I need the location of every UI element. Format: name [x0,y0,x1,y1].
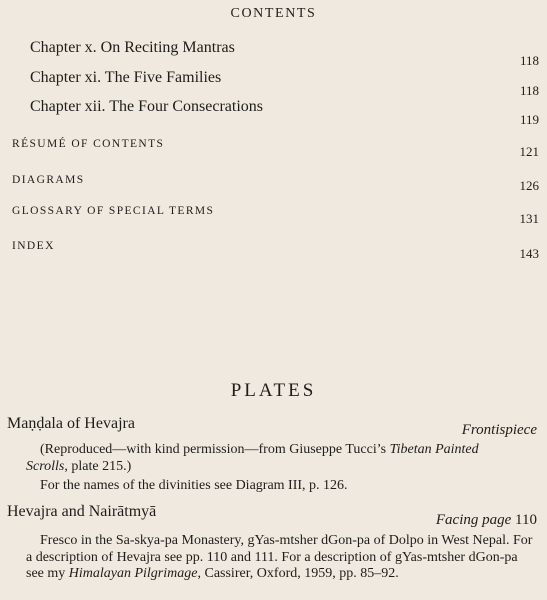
toc-page-number: 118 [519,83,539,98]
plate-placement-page: 110 [515,512,537,528]
plates-heading: PLATES [230,380,317,401]
contents-heading: CONTENTS [230,6,317,21]
plate-description-italic: Himalayan Pilgrimage [68,566,198,581]
toc-entry-diagrams: DIAGRAMS [12,174,85,186]
toc-entry-glossary: GLOSSARY OF SPECIAL TERMS [12,205,215,217]
plate-description-italic: Tibetan Painted [389,442,479,457]
toc-entry-chapter-xi: Chapter xi. The Five Families [30,69,222,86]
plate-title-hevajra-nairatmya: Hevajra and Nairātmyā [7,503,157,520]
plate-description-text: (Reproduced—with kind permission—from Giuseppe Tucci’s [40,442,390,457]
plate-title-mandala: Maṇḍala of Hevajra [7,415,135,432]
toc-page-number: 121 [519,144,539,159]
toc-page-number: 131 [519,211,539,226]
toc-page-number: 143 [519,246,539,261]
plate-description-text: , Cassirer, Oxford, 1959, pp. 85–92. [197,566,399,581]
plate-description-text: , plate 215.) [64,459,132,474]
plate-description-line: For the names of the divinities see Diagram III, p. 126. [40,478,348,493]
toc-entry-resume: RÉSUMÉ OF CONTENTS [12,138,165,150]
toc-page-number: 118 [519,53,539,68]
plate-description-line [26,459,131,476]
plate-description-paragraph [26,533,538,583]
toc-entry-index: INDEX [12,240,55,252]
plate-description-text: Fresco in the Sa-skya-pa Monastery, gYas-mtsher dGon-pa of Dolpo in West Nepal. For a description of Hevajra see pp. 110 and 111. For a description of gYas-mtsher dGon-pa see my [26,533,533,581]
plate-description-italic: Scrolls [26,459,65,474]
toc-page-number: 119 [519,112,539,127]
plate-description-line [40,442,479,459]
toc-entry-chapter-xii: Chapter xii. The Four Consecrations [30,98,263,115]
plate-placement-label: Facing page [435,512,512,528]
plate-placement-facing-page [436,512,537,529]
plate-placement-frontispiece: Frontispiece [461,422,537,438]
toc-entry-chapter-x: Chapter x. On Reciting Mantras [30,39,235,56]
toc-page-number: 126 [519,178,539,193]
